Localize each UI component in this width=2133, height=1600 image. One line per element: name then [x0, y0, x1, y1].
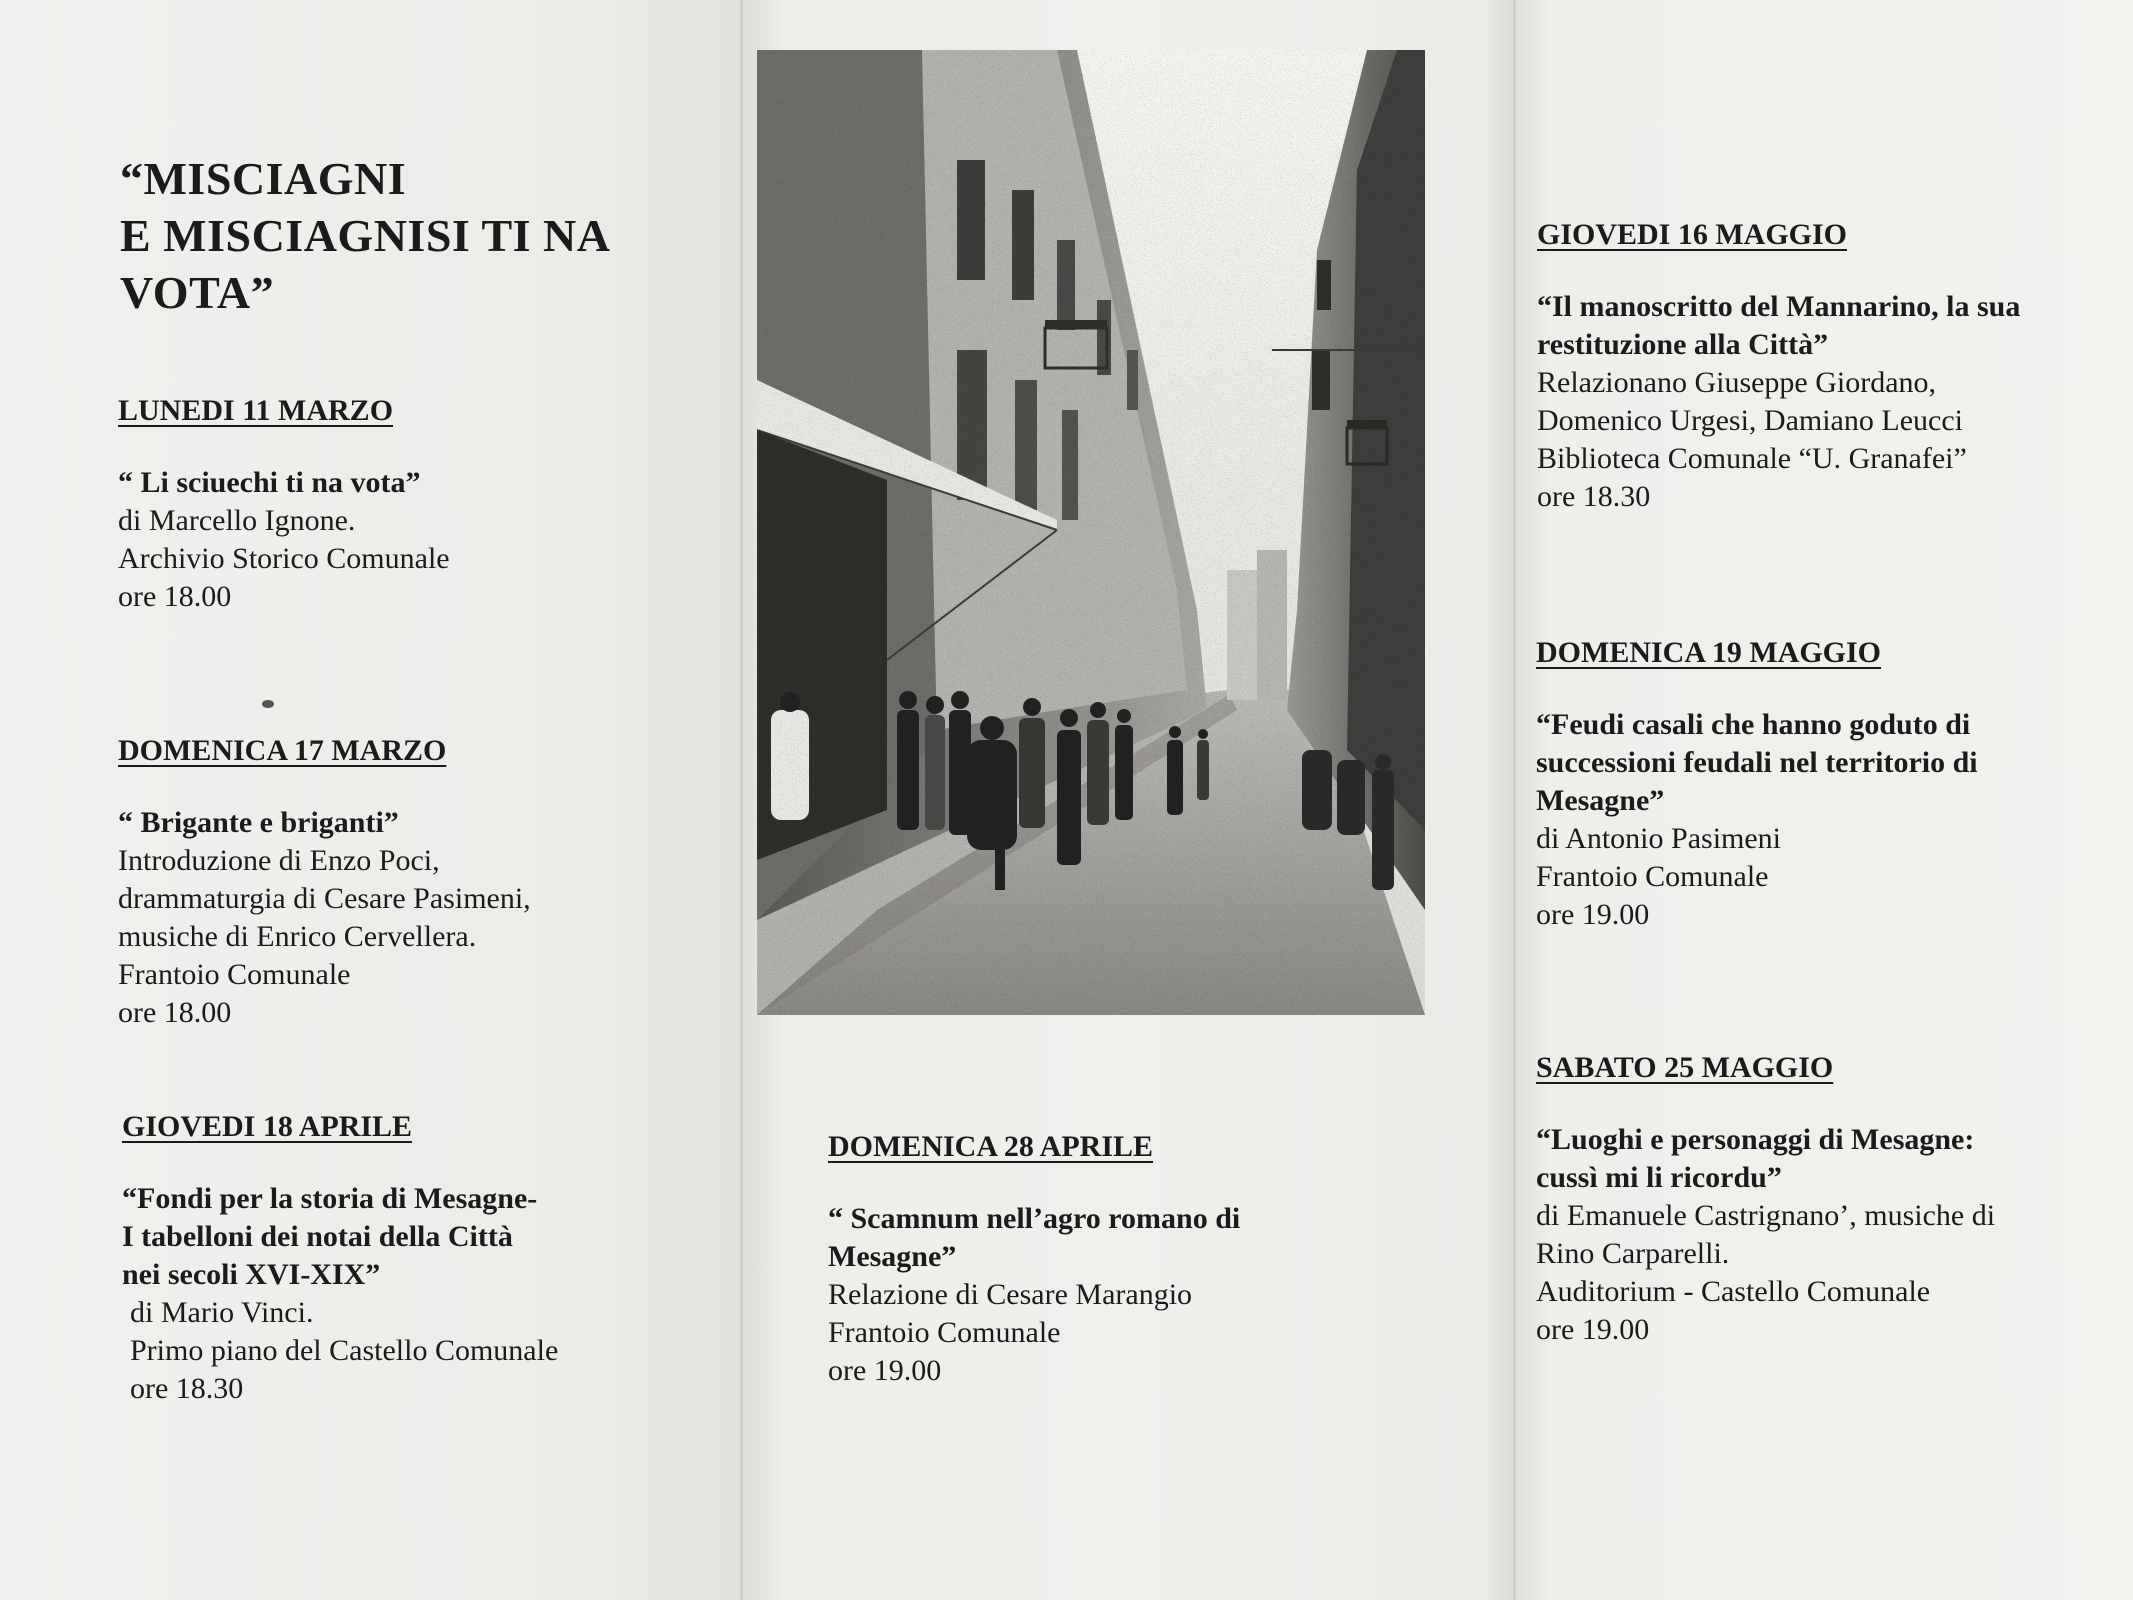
event-date: DOMENICA 17 MARZO — [118, 734, 447, 767]
event-detail: Domenico Urgesi, Damiano Leucci — [1537, 404, 1963, 437]
event-date: LUNEDI 11 MARZO — [118, 394, 394, 427]
event-detail: Rino Carparelli. — [1536, 1237, 1730, 1270]
event-block — [118, 732, 531, 1032]
event-block — [828, 1128, 1240, 1390]
event-detail: ore 18.30 — [130, 1372, 244, 1405]
event-detail: di Mario Vinci. — [130, 1296, 314, 1329]
event-detail: ore 18.00 — [118, 580, 232, 613]
event-detail: di Marcello Ignone. — [118, 504, 356, 537]
title-line: “MISCIAGNI — [120, 153, 407, 204]
ink-speck — [262, 700, 274, 708]
event-talk-title: “Fondi per la storia di Mesagne- I tabelloni dei notai della Città nei secoli XVI-XIX” — [122, 1182, 538, 1291]
event-detail: Frantoio Comunale — [118, 958, 351, 991]
event-date: SABATO 25 MAGGIO — [1536, 1051, 1834, 1084]
event-date: GIOVEDI 16 MAGGIO — [1537, 218, 1848, 251]
event-talk-title: “ Scamnum nell’agro romano di Mesagne” — [828, 1202, 1241, 1273]
event-detail: Frantoio Comunale — [1536, 860, 1769, 893]
event-talk-title: “ Li sciuechi ti na vota” — [118, 466, 421, 499]
title-line: VOTA” — [120, 267, 275, 318]
event-detail: ore 18.30 — [1537, 480, 1651, 513]
event-block — [1536, 1049, 1995, 1349]
event-date: DOMENICA 28 APRILE — [828, 1130, 1154, 1163]
event-detail: Frantoio Comunale — [828, 1316, 1061, 1349]
event-detail: Auditorium - Castello Comunale — [1536, 1275, 1931, 1308]
event-detail: Biblioteca Comunale “U. Granafei” — [1537, 442, 1967, 475]
title-line: E MISCIAGNISI TI NA — [120, 210, 611, 261]
event-block — [118, 392, 450, 616]
event-detail: Archivio Storico Comunale — [118, 542, 450, 575]
event-detail: di Emanuele Castrignano’, musiche di — [1536, 1199, 1996, 1232]
event-talk-title: “Luoghi e personaggi di Mesagne: cussì mi li ricordu” — [1536, 1123, 1975, 1194]
event-detail: di Antonio Pasimeni — [1536, 822, 1782, 855]
street-photo — [757, 50, 1425, 1015]
event-date: GIOVEDI 18 APRILE — [122, 1110, 413, 1143]
event-detail: Introduzione di Enzo Poci, — [118, 844, 440, 877]
fold-line — [740, 0, 743, 1600]
event-block — [122, 1108, 558, 1408]
event-detail: ore 19.00 — [828, 1354, 942, 1387]
event-block — [1537, 216, 2020, 516]
event-detail: Relazionano Giuseppe Giordano, — [1537, 366, 1937, 399]
event-detail: musiche di Enrico Cervellera. — [118, 920, 477, 953]
event-block — [1536, 634, 1978, 934]
event-detail: ore 19.00 — [1536, 1313, 1650, 1346]
event-detail: ore 19.00 — [1536, 898, 1650, 931]
event-detail: Primo piano del Castello Comunale — [130, 1334, 559, 1367]
event-detail: drammaturgia di Cesare Pasimeni, — [118, 882, 531, 915]
fold-line — [1513, 0, 1516, 1600]
event-detail: Relazione di Cesare Marangio — [828, 1278, 1193, 1311]
event-date: DOMENICA 19 MAGGIO — [1536, 636, 1881, 669]
event-talk-title: “Il manoscritto del Mannarino, la sua restituzione alla Città” — [1537, 290, 2021, 361]
brochure-title — [120, 150, 611, 321]
event-talk-title: “ Brigante e briganti” — [118, 806, 399, 839]
event-talk-title: “Feudi casali che hanno goduto di successioni feudali nel territorio di Mesagne” — [1536, 708, 1978, 817]
event-detail: ore 18.00 — [118, 996, 232, 1029]
